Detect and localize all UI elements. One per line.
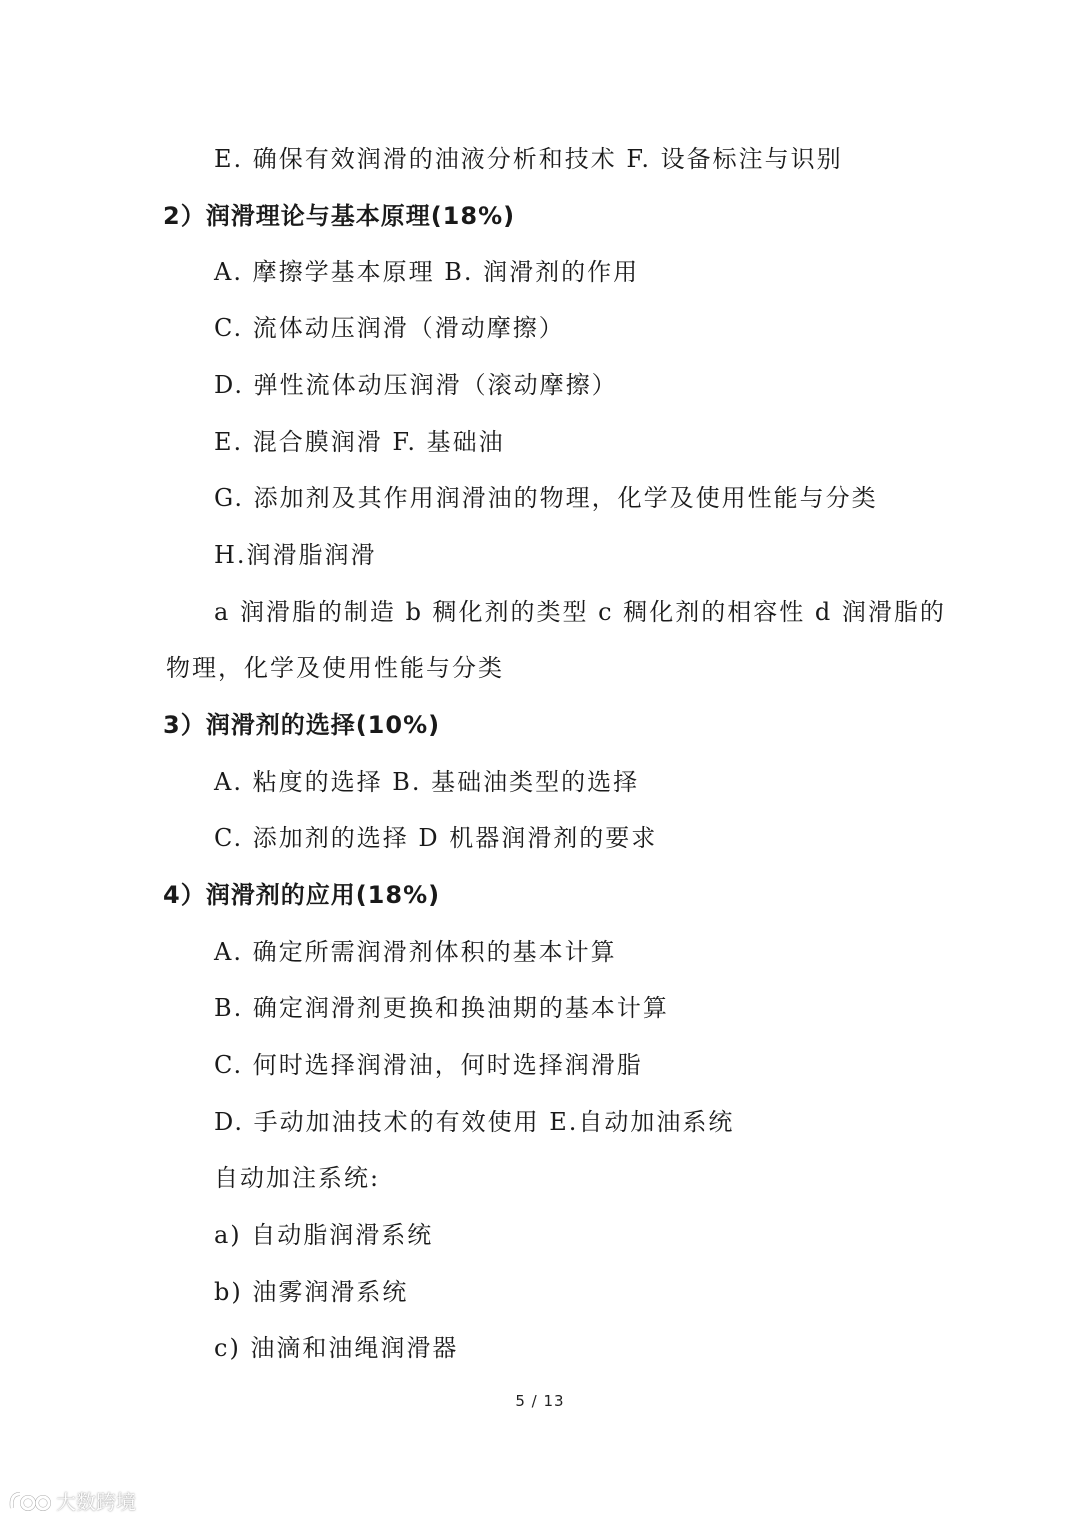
text-line-grease-details-cont: 物理，化学及使用性能与分类 [166, 654, 504, 682]
text-line-e-mixed-film: E. 混合膜润滑 F. 基础油 [214, 428, 505, 456]
section-heading-3: 3）润滑剂的选择(10%) [163, 711, 441, 739]
section-heading-4: 4）润滑剂的应用(18%) [163, 881, 441, 909]
text-line-g-additives: G. 添加剂及其作用润滑油的物理，化学及使用性能与分类 [214, 484, 878, 512]
text-line-e-oil-analysis: E. 确保有效润滑的油液分析和技术 F. 设备标注与识别 [214, 145, 843, 173]
text-line-b-change-interval: B. 确定润滑剂更换和换油期的基本计算 [214, 994, 669, 1022]
text-line-auto-systems-title: 自动加注系统: [214, 1164, 381, 1192]
text-line-a-volume-calc: A. 确定所需润滑剂体积的基本计算 [214, 938, 617, 966]
text-line-c-additive-selection: C. 添加剂的选择 D 机器润滑剂的要求 [214, 824, 658, 852]
text-line-c-oil-or-grease: C. 何时选择润滑油，何时选择润滑脂 [214, 1051, 643, 1079]
text-line-c-hydrodynamic: C. 流体动压润滑（滑动摩擦） [214, 314, 565, 342]
watermark [8, 1486, 136, 1515]
text-line-d-manual-lubrication: D. 手动加油技术的有效使用 E.自动加油系统 [214, 1108, 735, 1136]
watermark-text: 大数跨境 [56, 1490, 136, 1514]
text-line-h-grease: H.润滑脂润滑 [214, 541, 377, 569]
text-line-a-viscosity: A. 粘度的选择 B. 基础油类型的选择 [214, 768, 640, 796]
page-number: 5 / 13 [515, 1392, 565, 1410]
text-line-b-oil-mist: b) 油雾润滑系统 [214, 1278, 409, 1306]
text-line-a-auto-grease: a) 自动脂润滑系统 [214, 1221, 434, 1249]
section-heading-2: 2）润滑理论与基本原理(18%) [163, 202, 516, 230]
text-line-a-tribology: A. 摩擦学基本原理 B. 润滑剂的作用 [214, 258, 640, 286]
brand-logo-icon [8, 1488, 52, 1514]
text-line-c-drip-wick: c) 油滴和油绳润滑器 [214, 1334, 459, 1362]
text-line-grease-details: a 润滑脂的制造 b 稠化剂的类型 c 稠化剂的相容性 d 润滑脂的 [214, 598, 946, 626]
text-line-d-ehl: D. 弹性流体动压润滑（滚动摩擦） [214, 371, 618, 399]
